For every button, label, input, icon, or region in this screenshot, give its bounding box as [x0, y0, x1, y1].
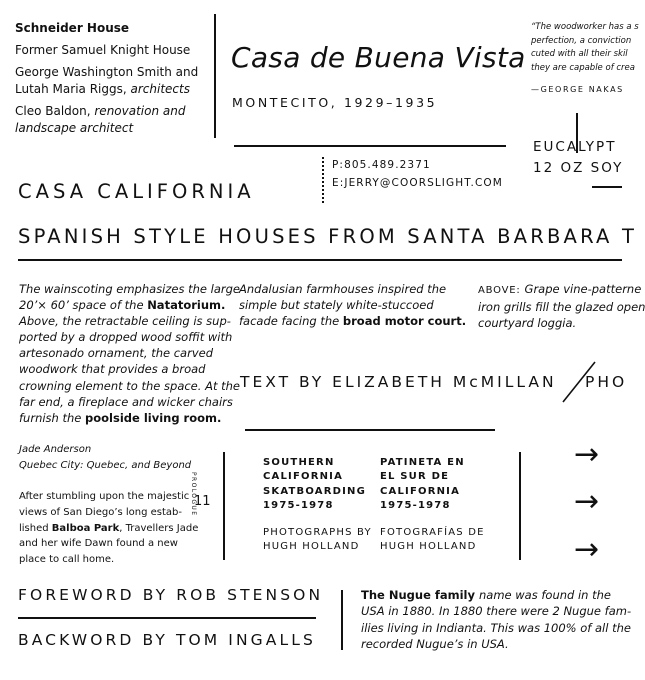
contact-dotted-rule: [322, 157, 324, 203]
product-block: EUCALYPT 12 OZ SOY: [533, 139, 624, 176]
credits-title: Schneider House: [15, 21, 130, 35]
text-by-heading: TEXT BY ELIZABETH McMILLAN: [240, 373, 557, 391]
spanish-style-heading: SPANISH STYLE HOUSES FROM SANTA BARBARA T: [18, 225, 638, 248]
foreword-heading: FOREWORD BY ROB STENSON: [18, 586, 324, 604]
text-by-next: PHO: [585, 373, 628, 391]
skate-en-block: SOUTHERN CALIFORNIA SKATBOARDING 1975-1978 PHOTOGRAPHS BY HUGH HOLLAND: [263, 457, 372, 553]
casa-buena-title: Casa de Buena Vista: [231, 41, 526, 74]
casa-buena-rule: [234, 145, 506, 147]
casa-buena-subtitle: MONTECITO, 1929–1935: [232, 95, 438, 110]
text-by-rule: [245, 429, 495, 431]
casa-california-heading: CASA CALIFORNIA: [18, 180, 255, 203]
credits-vertical-rule: [214, 14, 216, 138]
wainscoting-paragraph: The wainscoting emphasizes the large 20’× 60’ space of the Natatorium. Above, the retractable ceiling is sup- ported by a dropped wood soffit with artesonado ornament, the carved woodwork that provides a broad crowning element to the space. At the far end, a fireplace and wicker chairs furnish the poolside living room.: [19, 282, 241, 425]
skate-right-rule: [519, 452, 521, 560]
backword-heading: BACKWORD BY TOM INGALLS: [18, 631, 316, 649]
grape-label: ABOVE:: [478, 285, 525, 296]
arrow-right-icon[interactable]: →: [574, 437, 600, 472]
jade-location: Quebec City: Quebec, and Beyond: [19, 460, 192, 471]
arrow-right-icon[interactable]: →: [574, 532, 600, 567]
credits-landscape: Cleo Baldon, renovation and landscape architect: [15, 104, 186, 135]
contact-block: [332, 156, 503, 192]
quote-block: “The woodworker has a s perfection, a conviction cuted with all their skil they are capable of crea —GEORGE NAKAS: [531, 21, 622, 97]
spanish-style-rule: [18, 259, 622, 261]
prologue-label: PROLOGUE: [190, 472, 197, 517]
credits-architects: George Washington Smith and Lutah Maria Riggs, architects: [15, 65, 199, 96]
prologue-rule: [223, 452, 225, 560]
contact-phone: P:805.489.2371: [332, 159, 431, 171]
nugue-vertical-rule: [341, 590, 343, 650]
credits-block: [15, 20, 211, 137]
product-rule: [592, 186, 622, 188]
arrow-right-icon[interactable]: →: [574, 484, 600, 519]
contact-email: E:JERRY@COORSLIGHT.COM: [332, 177, 503, 189]
andalusian-paragraph: Andalusian farmhouses inspired the simple but stately white-stuccoed facade facing the broad motor court.: [239, 282, 467, 329]
quote-attribution: —GEORGE NAKAS: [531, 85, 624, 94]
nugue-paragraph: The Nugue family name was found in the USA in 1880. In 1880 there were 2 Nugue fam- ilies living in Indianta. This was 100% of all the recorded Nugue’s in USA.: [361, 588, 632, 651]
grape-paragraph: ABOVE: Grape vine-patterne iron grills fill the glazed open courtyard loggia.: [478, 282, 645, 331]
prologue-number: 11: [194, 494, 211, 509]
text-by-next-clip: [585, 373, 628, 391]
jade-paragraph: After stumbling upon the majestic views of San Diego’s long estab- lished Balboa Park, Travellers Jade and her wife Dawn found a new place to call home.: [19, 491, 199, 566]
credits-former: Former Samuel Knight House: [15, 43, 191, 57]
foreword-rule: [18, 617, 316, 619]
jade-name: Jade Anderson: [19, 444, 92, 455]
skate-es-block: PATINETA EN EL SUR DE CALIFORNIA 1975-1978 FOTOGRAFÍAS DE HUGH HOLLAND: [380, 457, 485, 553]
